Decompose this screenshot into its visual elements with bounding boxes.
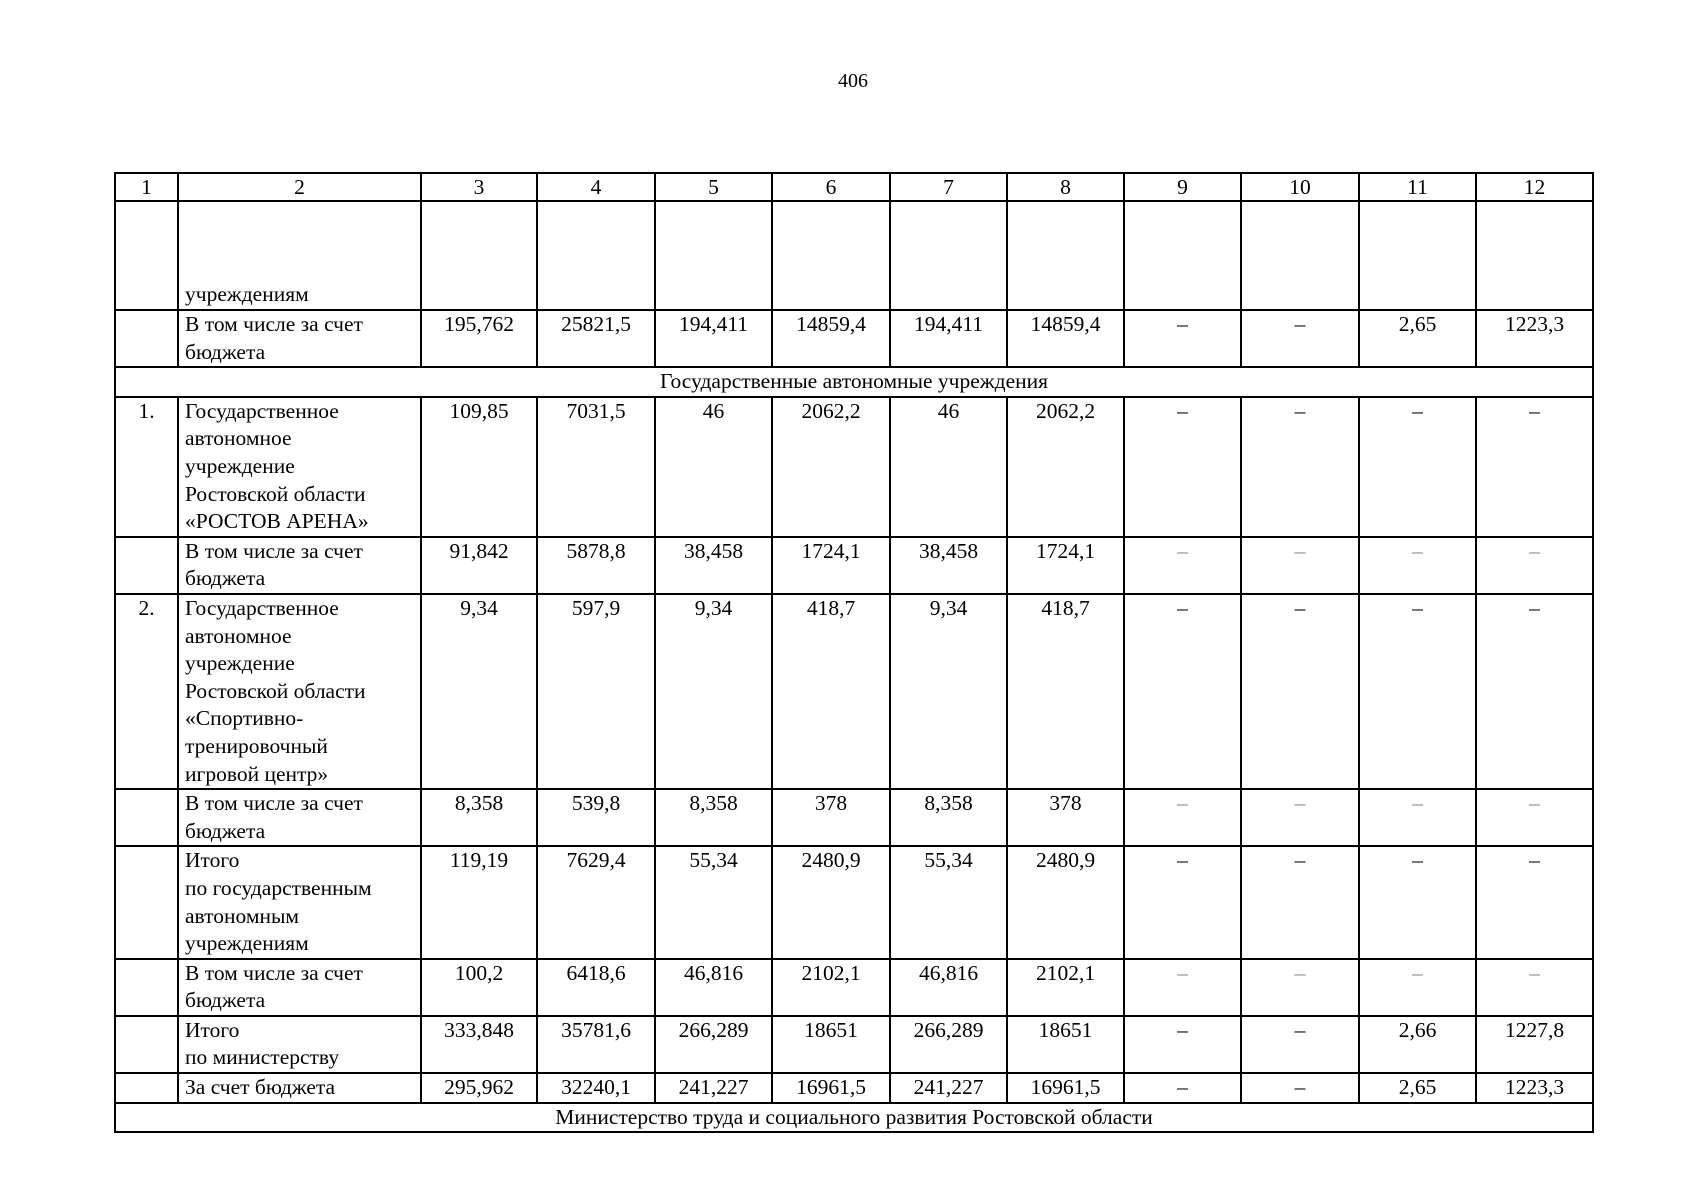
header-row bbox=[115, 173, 1593, 201]
value-cell-col-12: – bbox=[1476, 537, 1593, 594]
value-cell-col-8: 2102,1 bbox=[1007, 959, 1124, 1016]
row-name: За счет бюджета bbox=[178, 1073, 421, 1103]
column-number-header: 11 bbox=[1359, 173, 1476, 201]
value-cell-col-6: 418,7 bbox=[772, 594, 890, 789]
column-number-header: 4 bbox=[537, 173, 655, 201]
column-number-header: 3 bbox=[421, 173, 537, 201]
value-cell-col-8 bbox=[1007, 201, 1124, 310]
value-cell-col-10: – bbox=[1241, 397, 1359, 537]
value-cell-col-4: 597,9 bbox=[537, 594, 655, 789]
value-cell-col-12 bbox=[1476, 201, 1593, 310]
value-cell-col-7: 46,816 bbox=[890, 959, 1007, 1016]
value-cell-col-6: 14859,4 bbox=[772, 310, 890, 367]
row-name: В том числе за счет бюджета bbox=[178, 310, 421, 367]
value-cell-col-3: 8,358 bbox=[421, 789, 537, 846]
value-cell-col-7 bbox=[890, 201, 1007, 310]
value-cell-col-5: 241,227 bbox=[655, 1073, 772, 1103]
row-number bbox=[115, 201, 178, 310]
value-cell-col-11: – bbox=[1359, 594, 1476, 789]
value-cell-col-4: 32240,1 bbox=[537, 1073, 655, 1103]
value-cell-col-3: 109,85 bbox=[421, 397, 537, 537]
value-cell-col-12: – bbox=[1476, 959, 1593, 1016]
value-cell-col-12: 1227,8 bbox=[1476, 1016, 1593, 1073]
value-cell-col-10: – bbox=[1241, 959, 1359, 1016]
value-cell-col-11: – bbox=[1359, 537, 1476, 594]
value-cell-col-11: 2,66 bbox=[1359, 1016, 1476, 1073]
table-row bbox=[115, 537, 1593, 594]
row-number bbox=[115, 1016, 178, 1073]
value-cell-col-3 bbox=[421, 201, 537, 310]
value-cell-col-6 bbox=[772, 201, 890, 310]
value-cell-col-6: 2062,2 bbox=[772, 397, 890, 537]
value-cell-col-8: 14859,4 bbox=[1007, 310, 1124, 367]
value-cell-col-4: 539,8 bbox=[537, 789, 655, 846]
value-cell-col-10 bbox=[1241, 201, 1359, 310]
value-cell-col-11: – bbox=[1359, 959, 1476, 1016]
value-cell-col-3: 195,762 bbox=[421, 310, 537, 367]
value-cell-col-8: 18651 bbox=[1007, 1016, 1124, 1073]
table-row bbox=[115, 789, 1593, 846]
value-cell-col-10: – bbox=[1241, 310, 1359, 367]
column-number-header: 6 bbox=[772, 173, 890, 201]
section-row bbox=[115, 1103, 1593, 1133]
value-cell-col-12: – bbox=[1476, 594, 1593, 789]
row-number bbox=[115, 310, 178, 367]
budget-table bbox=[114, 172, 1594, 1133]
value-cell-col-9: – bbox=[1124, 789, 1241, 846]
value-cell-col-7: 241,227 bbox=[890, 1073, 1007, 1103]
table-row bbox=[115, 1016, 1593, 1073]
value-cell-col-3: 119,19 bbox=[421, 846, 537, 958]
value-cell-col-9 bbox=[1124, 201, 1241, 310]
column-number-header: 5 bbox=[655, 173, 772, 201]
table-row bbox=[115, 846, 1593, 958]
value-cell-col-12: – bbox=[1476, 789, 1593, 846]
value-cell-col-6: 16961,5 bbox=[772, 1073, 890, 1103]
value-cell-col-4: 7031,5 bbox=[537, 397, 655, 537]
row-name: В том числе за счет бюджета bbox=[178, 959, 421, 1016]
row-number: 2. bbox=[115, 594, 178, 789]
value-cell-col-5: 194,411 bbox=[655, 310, 772, 367]
value-cell-col-8: 418,7 bbox=[1007, 594, 1124, 789]
value-cell-col-4 bbox=[537, 201, 655, 310]
table-row bbox=[115, 959, 1593, 1016]
value-cell-col-4: 35781,6 bbox=[537, 1016, 655, 1073]
column-number-header: 10 bbox=[1241, 173, 1359, 201]
value-cell-col-4: 25821,5 bbox=[537, 310, 655, 367]
value-cell-col-7: 46 bbox=[890, 397, 1007, 537]
value-cell-col-8: 2480,9 bbox=[1007, 846, 1124, 958]
value-cell-col-3: 91,842 bbox=[421, 537, 537, 594]
value-cell-col-7: 38,458 bbox=[890, 537, 1007, 594]
value-cell-col-5: 9,34 bbox=[655, 594, 772, 789]
value-cell-col-11: – bbox=[1359, 397, 1476, 537]
value-cell-col-6: 2102,1 bbox=[772, 959, 890, 1016]
value-cell-col-9: – bbox=[1124, 1016, 1241, 1073]
value-cell-col-3: 333,848 bbox=[421, 1016, 537, 1073]
row-number bbox=[115, 789, 178, 846]
value-cell-col-9: – bbox=[1124, 959, 1241, 1016]
value-cell-col-7: 194,411 bbox=[890, 310, 1007, 367]
table-row bbox=[115, 201, 1593, 310]
value-cell-col-9: – bbox=[1124, 310, 1241, 367]
value-cell-col-9: – bbox=[1124, 846, 1241, 958]
value-cell-col-10: – bbox=[1241, 789, 1359, 846]
value-cell-col-12: – bbox=[1476, 397, 1593, 537]
value-cell-col-11: – bbox=[1359, 789, 1476, 846]
section-title: Министерство труда и социального развития Ростовской области bbox=[115, 1103, 1593, 1133]
value-cell-col-5: 38,458 bbox=[655, 537, 772, 594]
value-cell-col-6: 18651 bbox=[772, 1016, 890, 1073]
column-number-header: 2 bbox=[178, 173, 421, 201]
row-name: учреждениям bbox=[178, 201, 421, 310]
value-cell-col-4: 5878,8 bbox=[537, 537, 655, 594]
value-cell-col-6: 2480,9 bbox=[772, 846, 890, 958]
column-number-header: 1 bbox=[115, 173, 178, 201]
value-cell-col-7: 9,34 bbox=[890, 594, 1007, 789]
value-cell-col-7: 55,34 bbox=[890, 846, 1007, 958]
value-cell-col-10: – bbox=[1241, 594, 1359, 789]
value-cell-col-3: 9,34 bbox=[421, 594, 537, 789]
value-cell-col-6: 378 bbox=[772, 789, 890, 846]
value-cell-col-4: 7629,4 bbox=[537, 846, 655, 958]
section-row bbox=[115, 367, 1593, 397]
column-number-header: 12 bbox=[1476, 173, 1593, 201]
value-cell-col-10: – bbox=[1241, 846, 1359, 958]
table-row bbox=[115, 594, 1593, 789]
value-cell-col-12: 1223,3 bbox=[1476, 1073, 1593, 1103]
value-cell-col-5: 266,289 bbox=[655, 1016, 772, 1073]
value-cell-col-12: – bbox=[1476, 846, 1593, 958]
row-number bbox=[115, 1073, 178, 1103]
column-number-header: 8 bbox=[1007, 173, 1124, 201]
value-cell-col-10: – bbox=[1241, 537, 1359, 594]
column-number-header: 7 bbox=[890, 173, 1007, 201]
value-cell-col-3: 100,2 bbox=[421, 959, 537, 1016]
row-number: 1. bbox=[115, 397, 178, 537]
row-number bbox=[115, 959, 178, 1016]
row-number bbox=[115, 846, 178, 958]
value-cell-col-5 bbox=[655, 201, 772, 310]
value-cell-col-11: 2,65 bbox=[1359, 1073, 1476, 1103]
value-cell-col-5: 55,34 bbox=[655, 846, 772, 958]
row-name: Итого по государственным автономным учреждениям bbox=[178, 846, 421, 958]
value-cell-col-5: 46,816 bbox=[655, 959, 772, 1016]
value-cell-col-4: 6418,6 bbox=[537, 959, 655, 1016]
row-name: Государственное автономное учреждение Ростовской области «РОСТОВ АРЕНА» bbox=[178, 397, 421, 537]
value-cell-col-10: – bbox=[1241, 1073, 1359, 1103]
row-name: В том числе за счет бюджета bbox=[178, 789, 421, 846]
value-cell-col-8: 378 bbox=[1007, 789, 1124, 846]
value-cell-col-8: 2062,2 bbox=[1007, 397, 1124, 537]
value-cell-col-9: – bbox=[1124, 397, 1241, 537]
value-cell-col-5: 8,358 bbox=[655, 789, 772, 846]
row-name: В том числе за счет бюджета bbox=[178, 537, 421, 594]
value-cell-col-11: 2,65 bbox=[1359, 310, 1476, 367]
section-title: Государственные автономные учреждения bbox=[115, 367, 1593, 397]
value-cell-col-11 bbox=[1359, 201, 1476, 310]
value-cell-col-5: 46 bbox=[655, 397, 772, 537]
value-cell-col-7: 266,289 bbox=[890, 1016, 1007, 1073]
value-cell-col-9: – bbox=[1124, 594, 1241, 789]
value-cell-col-8: 1724,1 bbox=[1007, 537, 1124, 594]
value-cell-col-9: – bbox=[1124, 1073, 1241, 1103]
value-cell-col-6: 1724,1 bbox=[772, 537, 890, 594]
row-number bbox=[115, 537, 178, 594]
value-cell-col-12: 1223,3 bbox=[1476, 310, 1593, 367]
row-name: Итого по министерству bbox=[178, 1016, 421, 1073]
value-cell-col-11: – bbox=[1359, 846, 1476, 958]
value-cell-col-3: 295,962 bbox=[421, 1073, 537, 1103]
table-row bbox=[115, 310, 1593, 367]
value-cell-col-8: 16961,5 bbox=[1007, 1073, 1124, 1103]
page-number: 406 bbox=[838, 70, 868, 92]
column-number-header: 9 bbox=[1124, 173, 1241, 201]
value-cell-col-9: – bbox=[1124, 537, 1241, 594]
table-row bbox=[115, 397, 1593, 537]
value-cell-col-7: 8,358 bbox=[890, 789, 1007, 846]
value-cell-col-10: – bbox=[1241, 1016, 1359, 1073]
table-row bbox=[115, 1073, 1593, 1103]
row-name: Государственное автономное учреждение Ростовской области «Спортивно- тренировочный игровой центр» bbox=[178, 594, 421, 789]
